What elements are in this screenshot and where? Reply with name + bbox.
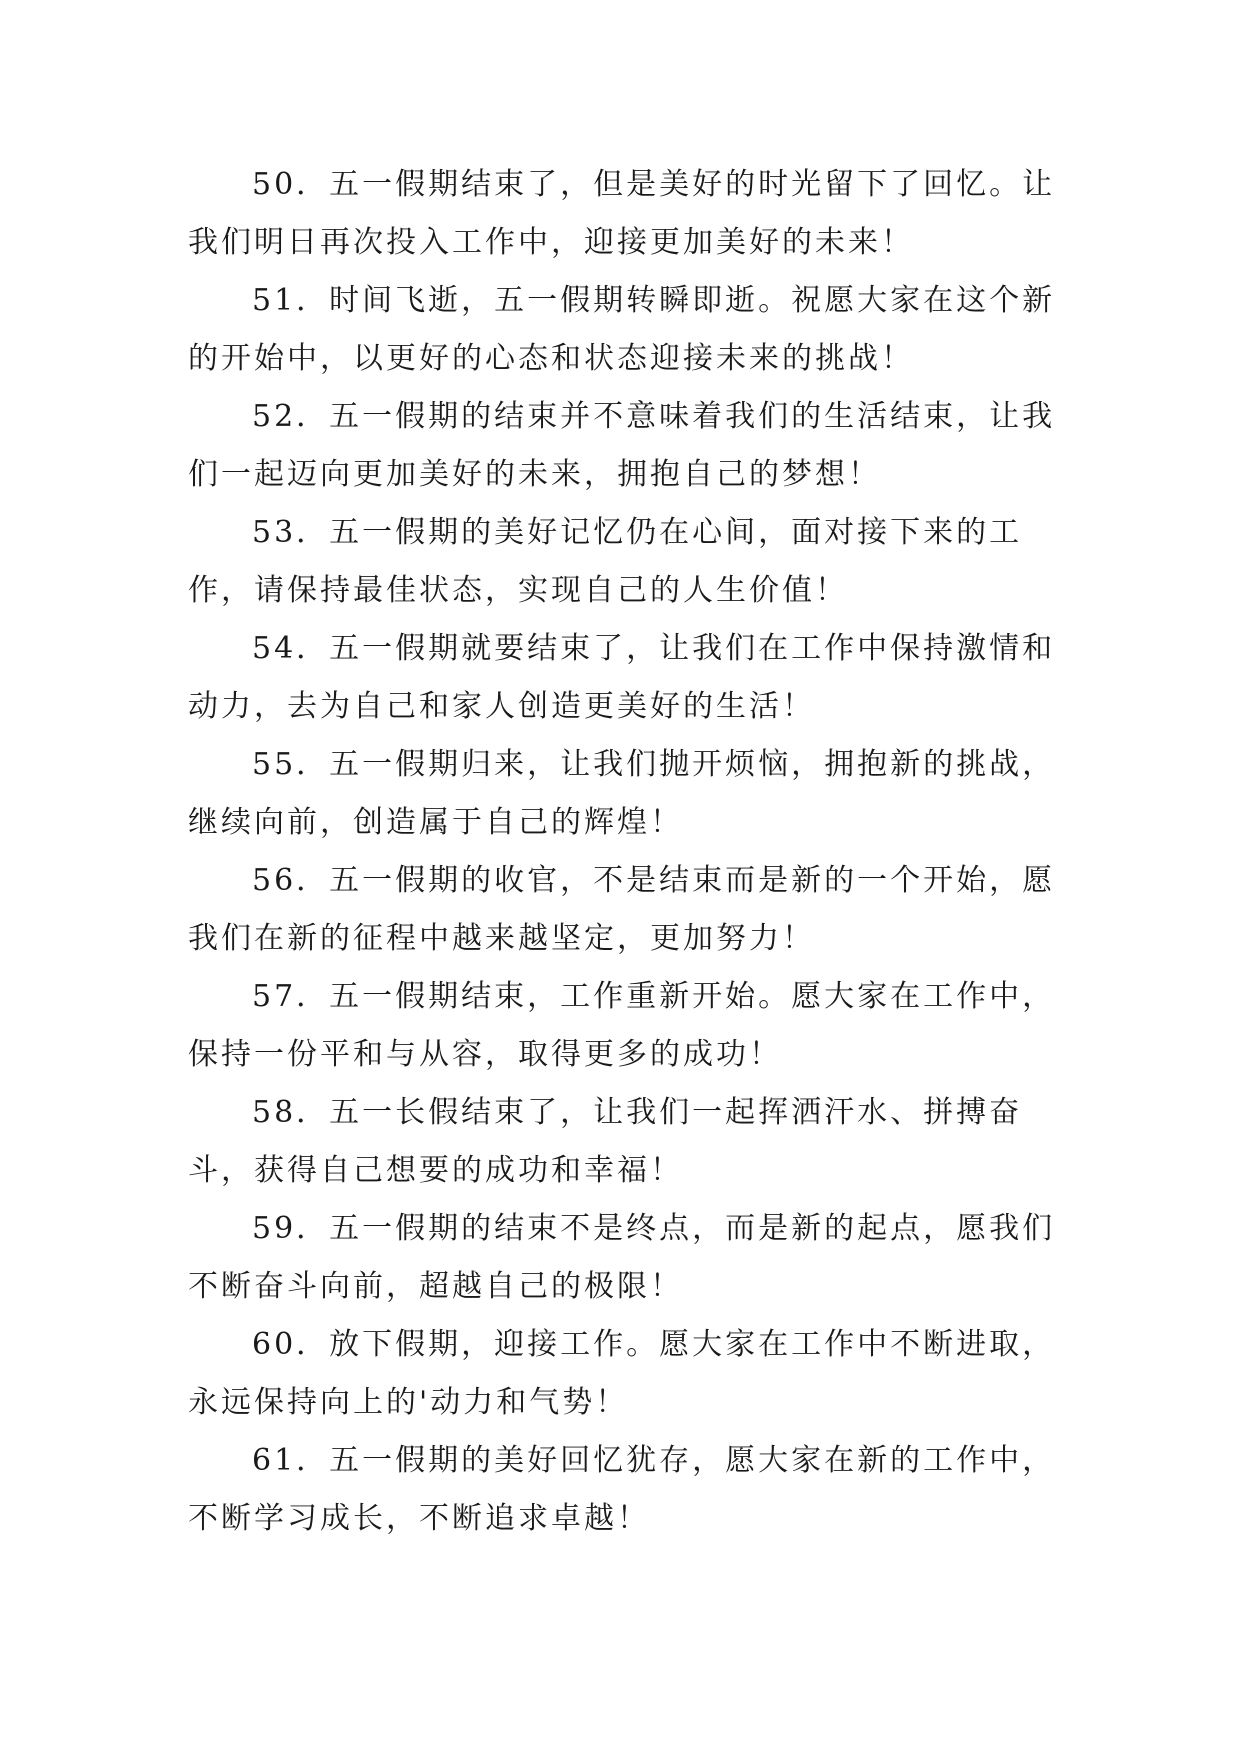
paragraph-50: 50．五一假期结束了，但是美好的时光留下了回忆。让我们明日再次投入工作中，迎接更加美好的未来！ xyxy=(188,167,1056,260)
paragraph-58: 58．五一长假结束了，让我们一起挥洒汗水、拼搏奋斗，获得自己想要的成功和幸福！ xyxy=(188,1095,1023,1188)
document-body xyxy=(188,156,1058,1548)
paragraph-55: 55．五一假期归来，让我们抛开烦恼，拥抱新的挑战，继续向前，创造属于自己的辉煌！ xyxy=(188,747,1056,840)
paragraph-60: 60．放下假期，迎接工作。愿大家在工作中不断进取，永远保持向上的'动力和气势！ xyxy=(188,1327,1056,1420)
paragraph-54: 54．五一假期就要结束了，让我们在工作中保持激情和动力，去为自己和家人创造更美好的生活！ xyxy=(188,631,1056,724)
paragraph-57: 57．五一假期结束，工作重新开始。愿大家在工作中，保持一份平和与从容，取得更多的成功！ xyxy=(188,979,1056,1072)
paragraph-52: 52．五一假期的结束并不意味着我们的生活结束，让我们一起迈向更加美好的未来，拥抱自己的梦想！ xyxy=(188,399,1056,492)
paragraph-59: 59．五一假期的结束不是终点，而是新的起点，愿我们不断奋斗向前，超越自己的极限！ xyxy=(188,1211,1056,1304)
paragraph-56: 56．五一假期的收官，不是结束而是新的一个开始，愿我们在新的征程中越来越坚定，更加努力！ xyxy=(188,863,1056,956)
paragraph-51: 51．时间飞逝，五一假期转瞬即逝。祝愿大家在这个新的开始中，以更好的心态和状态迎接未来的挑战！ xyxy=(188,283,1056,376)
paragraph-53: 53．五一假期的美好记忆仍在心间，面对接下来的工作，请保持最佳状态，实现自己的人生价值！ xyxy=(188,515,1023,608)
paragraph-61: 61．五一假期的美好回忆犹存，愿大家在新的工作中，不断学习成长，不断追求卓越！ xyxy=(188,1443,1056,1536)
